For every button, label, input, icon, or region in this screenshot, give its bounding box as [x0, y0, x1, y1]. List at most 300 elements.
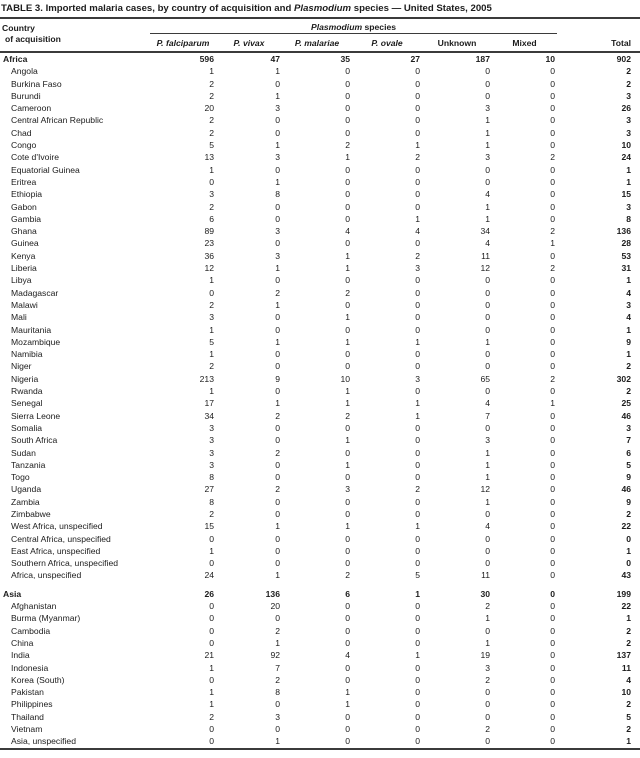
mixed-cell: 2	[550, 152, 555, 163]
total-cell: 46	[621, 484, 631, 495]
unknown-cell: 0	[485, 699, 490, 710]
p-vivax-cell: 0	[275, 349, 280, 360]
unknown-cell: 3	[485, 103, 490, 114]
total-cell: 1	[626, 349, 631, 360]
p-ovale-cell: 0	[415, 637, 420, 648]
p-falciparum-cell: 21	[204, 650, 214, 661]
mixed-cell: 0	[550, 115, 555, 126]
p-ovale-cell: 0	[415, 287, 420, 298]
mixed-cell: 0	[550, 361, 555, 372]
p-vivax-cell: 0	[275, 386, 280, 397]
p-malariae-cell: 0	[345, 637, 350, 648]
unknown-cell: 0	[485, 349, 490, 360]
p-vivax-cell: 1	[275, 140, 280, 151]
p-ovale-cell: 0	[415, 687, 420, 698]
mixed-cell: 0	[550, 601, 555, 612]
p-vivax-cell: 0	[275, 213, 280, 224]
p-falciparum-cell: 2	[209, 361, 214, 372]
p-malariae-cell: 1	[345, 699, 350, 710]
p-ovale-cell: 0	[415, 324, 420, 335]
table-row	[0, 114, 640, 126]
country-cell: Cambodia	[11, 625, 51, 636]
mixed-cell: 0	[550, 103, 555, 114]
country-cell: Togo	[11, 472, 30, 483]
p-falciparum-cell: 5	[209, 140, 214, 151]
total-cell: 25	[621, 398, 631, 409]
title-suffix: species — United States, 2005	[351, 3, 492, 14]
p-falciparum-cell: 1	[209, 662, 214, 673]
mixed-column-header: Mixed	[492, 34, 557, 53]
p-falciparum-cell: 2	[209, 711, 214, 722]
p-ovale-cell: 1	[415, 588, 420, 599]
table-row	[0, 90, 640, 102]
country-cell: Gabon	[11, 201, 37, 212]
p-vivax-cell: 8	[275, 687, 280, 698]
p-malariae-cell: 0	[345, 164, 350, 175]
mixed-cell: 0	[550, 724, 555, 735]
unknown-cell: 1	[485, 115, 490, 126]
table-row	[0, 686, 640, 698]
p-malariae-cell: 0	[345, 115, 350, 126]
table-row	[0, 348, 640, 360]
p-vivax-cell: 92	[270, 650, 280, 661]
mixed-cell: 0	[550, 472, 555, 483]
p-vivax-cell: 2	[275, 447, 280, 458]
country-cell: Angola	[11, 66, 38, 77]
p-falciparum-cell: 2	[209, 201, 214, 212]
unknown-cell: 1	[485, 213, 490, 224]
p-vivax-column-header: P. vivax	[216, 34, 282, 53]
mixed-cell: 0	[550, 422, 555, 433]
p-malariae-cell: 0	[345, 213, 350, 224]
mixed-cell: 0	[550, 164, 555, 175]
p-malariae-cell: 1	[345, 263, 350, 274]
unknown-cell: 0	[485, 176, 490, 187]
p-falciparum-cell: 3	[209, 447, 214, 458]
p-vivax-cell: 1	[275, 336, 280, 347]
table-row	[0, 471, 640, 483]
total-cell: 1	[626, 164, 631, 175]
p-falciparum-cell: 0	[209, 613, 214, 624]
p-falciparum-cell: 8	[209, 496, 214, 507]
country-cell: Burundi	[11, 90, 41, 101]
p-vivax-cell: 0	[275, 533, 280, 544]
table-row	[0, 274, 640, 286]
p-ovale-cell: 0	[415, 724, 420, 735]
table-row	[0, 569, 640, 581]
p-malariae-cell: 0	[345, 238, 350, 249]
unknown-cell: 0	[485, 164, 490, 175]
p-vivax-cell: 7	[275, 662, 280, 673]
total-cell: 4	[626, 312, 631, 323]
p-vivax-cell: 2	[275, 410, 280, 421]
p-falciparum-cell: 2	[209, 115, 214, 126]
p-falciparum-cell: 15	[204, 521, 214, 532]
p-falciparum-cell: 1	[209, 699, 214, 710]
mixed-cell: 2	[550, 263, 555, 274]
unknown-cell: 0	[485, 687, 490, 698]
p-falciparum-cell: 36	[204, 250, 214, 261]
p-malariae-cell: 0	[345, 533, 350, 544]
p-falciparum-cell: 596	[199, 54, 214, 64]
unknown-cell: 12	[480, 484, 490, 495]
unknown-cell: 2	[485, 601, 490, 612]
total-cell: 5	[626, 711, 631, 722]
p-ovale-cell: 0	[415, 496, 420, 507]
mixed-cell: 0	[550, 496, 555, 507]
p-malariae-cell: 0	[345, 103, 350, 114]
p-malariae-cell: 0	[345, 66, 350, 77]
p-ovale-cell: 0	[415, 103, 420, 114]
total-cell: 9	[626, 336, 631, 347]
p-vivax-cell: 1	[275, 521, 280, 532]
table-row	[0, 52, 640, 65]
mixed-cell: 0	[550, 349, 555, 360]
p-malariae-cell: 0	[345, 447, 350, 458]
p-ovale-cell: 1	[415, 410, 420, 421]
unknown-cell: 1	[485, 496, 490, 507]
mixed-cell: 0	[550, 687, 555, 698]
p-vivax-cell: 1	[275, 570, 280, 581]
p-vivax-cell: 0	[275, 164, 280, 175]
total-cell: 31	[621, 263, 631, 274]
p-malariae-cell: 0	[345, 472, 350, 483]
country-cell: South Africa	[11, 435, 58, 446]
total-cell: 7	[626, 435, 631, 446]
p-vivax-cell: 0	[275, 312, 280, 323]
country-cell: Indonesia	[11, 662, 49, 673]
mixed-cell: 0	[550, 140, 555, 151]
p-ovale-cell: 1	[415, 650, 420, 661]
p-vivax-cell: 0	[275, 459, 280, 470]
p-ovale-cell: 0	[415, 674, 420, 685]
unknown-cell: 1	[485, 336, 490, 347]
table-row	[0, 324, 640, 336]
total-cell: 9	[626, 496, 631, 507]
p-vivax-cell: 1	[275, 736, 280, 747]
mixed-cell: 0	[550, 447, 555, 458]
p-vivax-cell: 0	[275, 545, 280, 556]
title-italic-term: Plasmodium	[294, 3, 352, 14]
total-cell: 2	[626, 508, 631, 519]
total-cell: 1	[626, 613, 631, 624]
p-malariae-cell: 1	[345, 250, 350, 261]
unknown-cell: 1	[485, 459, 490, 470]
country-cell: Cote d'Ivoire	[11, 152, 59, 163]
mixed-cell: 0	[550, 588, 555, 599]
total-cell: 3	[626, 90, 631, 101]
p-vivax-cell: 1	[275, 299, 280, 310]
mixed-cell: 0	[550, 674, 555, 685]
p-vivax-cell: 3	[275, 152, 280, 163]
unknown-cell: 0	[485, 736, 490, 747]
table-row	[0, 557, 640, 569]
p-ovale-cell: 0	[415, 533, 420, 544]
species-header-italic: Plasmodium	[310, 22, 363, 32]
total-cell: 24	[621, 152, 631, 163]
country-cell: Sierra Leone	[11, 410, 61, 421]
mixed-cell: 0	[550, 189, 555, 200]
p-vivax-cell: 3	[275, 711, 280, 722]
p-vivax-cell: 136	[265, 588, 280, 599]
unknown-cell: 0	[485, 422, 490, 433]
p-falciparum-cell: 34	[204, 410, 214, 421]
unknown-cell: 0	[485, 545, 490, 556]
mixed-cell: 0	[550, 127, 555, 138]
country-header-line1: Country	[2, 22, 35, 33]
p-falciparum-cell: 3	[209, 422, 214, 433]
unknown-column-header: Unknown	[422, 34, 492, 53]
country-cell: Ghana	[11, 226, 37, 237]
p-ovale-cell: 1	[415, 336, 420, 347]
p-malariae-cell: 2	[345, 570, 350, 581]
species-header-rest: species	[362, 22, 397, 32]
p-ovale-cell: 0	[415, 435, 420, 446]
p-ovale-cell: 0	[415, 625, 420, 636]
country-cell: Niger	[11, 361, 32, 372]
p-malariae-cell: 0	[345, 625, 350, 636]
unknown-cell: 0	[485, 324, 490, 335]
p-falciparum-cell: 0	[209, 601, 214, 612]
total-cell: 3	[626, 201, 631, 212]
p-malariae-cell: 3	[345, 484, 350, 495]
total-cell: 0	[626, 558, 631, 569]
unknown-cell: 0	[485, 361, 490, 372]
p-malariae-cell: 1	[345, 687, 350, 698]
mixed-cell: 0	[550, 275, 555, 286]
total-cell: 43	[621, 570, 631, 581]
mixed-cell: 0	[550, 459, 555, 470]
p-malariae-cell: 2	[345, 287, 350, 298]
p-malariae-cell: 1	[345, 435, 350, 446]
country-cell: Central African Republic	[11, 115, 104, 126]
country-cell: Thailand	[11, 711, 44, 722]
unknown-cell: 0	[485, 711, 490, 722]
unknown-cell: 0	[485, 533, 490, 544]
unknown-cell: 3	[485, 662, 490, 673]
p-ovale-cell: 0	[415, 201, 420, 212]
country-cell: East Africa, unspecified	[11, 545, 101, 556]
p-ovale-cell: 0	[415, 299, 420, 310]
table-row	[0, 422, 640, 434]
total-cell: 2	[626, 699, 631, 710]
p-ovale-cell: 0	[415, 361, 420, 372]
country-cell: Mozambique	[11, 336, 61, 347]
total-cell: 46	[621, 410, 631, 421]
p-falciparum-cell: 8	[209, 472, 214, 483]
country-cell: China	[11, 637, 34, 648]
country-cell: Madagascar	[11, 287, 59, 298]
p-falciparum-cell: 0	[209, 637, 214, 648]
p-malariae-cell: 0	[345, 299, 350, 310]
p-malariae-cell: 0	[345, 201, 350, 212]
p-falciparum-cell: 1	[209, 275, 214, 286]
country-cell: Tanzania	[11, 459, 46, 470]
p-ovale-cell: 0	[415, 127, 420, 138]
p-vivax-cell: 1	[275, 66, 280, 77]
country-cell: Vietnam	[11, 724, 43, 735]
table-row	[0, 649, 640, 661]
country-cell: Guinea	[11, 238, 39, 249]
p-malariae-cell: 2	[345, 410, 350, 421]
country-cell: Mali	[11, 312, 27, 323]
unknown-cell: 1	[485, 140, 490, 151]
p-falciparum-cell: 2	[209, 90, 214, 101]
total-column-header: Total	[557, 19, 640, 52]
p-vivax-cell: 0	[275, 238, 280, 249]
p-malariae-column-header: P. malariae	[282, 34, 352, 53]
p-ovale-cell: 0	[415, 189, 420, 200]
mixed-cell: 10	[545, 54, 555, 64]
p-ovale-cell: 0	[415, 115, 420, 126]
p-vivax-cell: 1	[275, 176, 280, 187]
p-falciparum-cell: 1	[209, 545, 214, 556]
country-cell: Southern Africa, unspecified	[11, 558, 119, 569]
p-malariae-cell: 35	[340, 54, 350, 64]
table-row	[0, 625, 640, 637]
p-malariae-cell: 0	[345, 662, 350, 673]
p-falciparum-cell: 0	[209, 558, 214, 569]
p-vivax-cell: 9	[275, 373, 280, 384]
p-falciparum-cell: 1	[209, 687, 214, 698]
p-ovale-cell: 0	[415, 422, 420, 433]
table-row	[0, 735, 640, 748]
unknown-cell: 0	[485, 275, 490, 286]
p-malariae-cell: 1	[345, 386, 350, 397]
country-cell: Senegal	[11, 398, 43, 409]
mixed-cell: 0	[550, 176, 555, 187]
unknown-cell: 30	[480, 588, 490, 599]
p-falciparum-cell: 17	[204, 398, 214, 409]
mixed-cell: 0	[550, 250, 555, 261]
p-vivax-cell: 3	[275, 103, 280, 114]
mixed-cell: 0	[550, 521, 555, 532]
total-cell: 10	[621, 687, 631, 698]
table-row	[0, 434, 640, 446]
p-malariae-cell: 0	[345, 674, 350, 685]
total-cell: 28	[621, 238, 631, 249]
total-cell: 22	[621, 601, 631, 612]
total-cell: 3	[626, 127, 631, 138]
table-row	[0, 201, 640, 213]
p-malariae-cell: 0	[345, 275, 350, 286]
total-cell: 6	[626, 447, 631, 458]
p-ovale-cell: 0	[415, 558, 420, 569]
total-cell: 26	[621, 103, 631, 114]
total-cell: 2	[626, 637, 631, 648]
plasmodium-species-group-header	[150, 19, 557, 34]
country-cell: Asia, unspecified	[11, 736, 76, 747]
p-ovale-cell: 0	[415, 613, 420, 624]
country-cell: Rwanda	[11, 386, 43, 397]
mixed-cell: 0	[550, 736, 555, 747]
unknown-cell: 0	[485, 558, 490, 569]
p-falciparum-cell: 23	[204, 238, 214, 249]
country-cell: Zambia	[11, 496, 40, 507]
p-malariae-cell: 0	[345, 613, 350, 624]
unknown-cell: 1	[485, 613, 490, 624]
unknown-cell: 0	[485, 66, 490, 77]
p-vivax-cell: 0	[275, 472, 280, 483]
country-cell: Kenya	[11, 250, 36, 261]
country-cell: Africa	[3, 54, 28, 64]
country-cell: Zimbabwe	[11, 508, 51, 519]
country-cell: Africa, unspecified	[11, 570, 82, 581]
table-row	[0, 188, 640, 200]
mixed-cell: 0	[550, 287, 555, 298]
table-row	[0, 225, 640, 237]
total-cell: 53	[621, 250, 631, 261]
table-row	[0, 662, 640, 674]
total-cell: 11	[621, 662, 631, 673]
mixed-cell: 0	[550, 410, 555, 421]
total-cell: 1	[626, 275, 631, 286]
p-vivax-cell: 1	[275, 637, 280, 648]
p-ovale-column-header: P. ovale	[352, 34, 422, 53]
total-cell: 3	[626, 115, 631, 126]
total-cell: 4	[626, 674, 631, 685]
table-row	[0, 533, 640, 545]
country-cell: Uganda	[11, 484, 42, 495]
country-cell: Namibia	[11, 349, 43, 360]
unknown-cell: 34	[480, 226, 490, 237]
p-malariae-cell: 0	[345, 361, 350, 372]
p-ovale-cell: 1	[415, 521, 420, 532]
p-malariae-cell: 0	[345, 601, 350, 612]
p-malariae-cell: 0	[345, 545, 350, 556]
p-ovale-cell: 0	[415, 78, 420, 89]
p-falciparum-cell: 1	[209, 164, 214, 175]
p-falciparum-cell: 3	[209, 435, 214, 446]
country-cell: Asia	[3, 588, 22, 599]
total-cell: 902	[616, 54, 631, 64]
table-row	[0, 545, 640, 557]
p-falciparum-cell: 0	[209, 674, 214, 685]
p-vivax-cell: 0	[275, 508, 280, 519]
p-vivax-cell: 0	[275, 496, 280, 507]
table-row	[0, 385, 640, 397]
table-row	[0, 459, 640, 471]
p-falciparum-cell: 3	[209, 312, 214, 323]
mixed-cell: 0	[550, 386, 555, 397]
mixed-cell: 0	[550, 66, 555, 77]
p-vivax-cell: 0	[275, 275, 280, 286]
p-vivax-cell: 1	[275, 263, 280, 274]
p-ovale-cell: 0	[415, 176, 420, 187]
unknown-cell: 1	[485, 447, 490, 458]
table-row	[0, 582, 640, 600]
p-vivax-cell: 0	[275, 127, 280, 138]
mixed-cell: 0	[550, 508, 555, 519]
country-cell: Somalia	[11, 422, 43, 433]
unknown-cell: 11	[481, 570, 490, 581]
country-cell: Burkina Faso	[11, 78, 62, 89]
mixed-cell: 0	[550, 545, 555, 556]
p-vivax-cell: 0	[275, 422, 280, 433]
p-malariae-cell: 0	[345, 724, 350, 735]
country-cell: Equatorial Guinea	[11, 164, 80, 175]
mixed-cell: 0	[550, 613, 555, 624]
p-vivax-cell: 0	[275, 699, 280, 710]
p-falciparum-cell: 13	[204, 152, 214, 163]
p-falciparum-cell: 0	[209, 625, 214, 636]
country-cell: Philippines	[11, 699, 53, 710]
unknown-cell: 4	[485, 238, 490, 249]
p-ovale-cell: 0	[415, 447, 420, 458]
unknown-cell: 1	[485, 637, 490, 648]
table-row	[0, 360, 640, 372]
total-cell: 199	[616, 588, 631, 599]
